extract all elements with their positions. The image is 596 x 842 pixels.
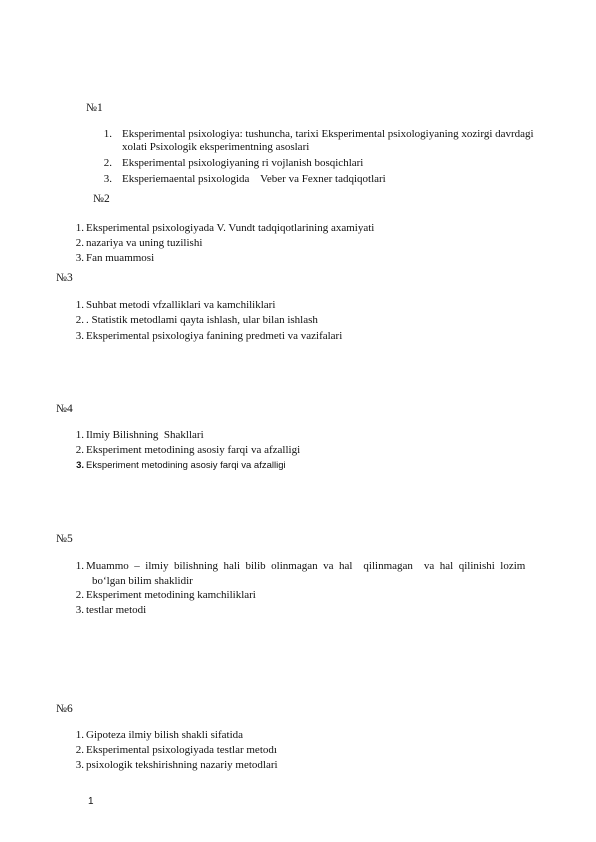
page-number: 1 — [88, 796, 94, 807]
list-text: Eksperimental psixologiya fanining predmeti va vazifalari — [86, 330, 343, 342]
list-text: Eksperiment metodining asosiy farqi va afzalligi — [86, 460, 286, 471]
list-number: 3. — [103, 173, 112, 185]
list-text: Eksperimental psixologiya: tushuncha, tarixi Eksperimental psixologiyaning xozirgi davrdagi xolati Psixologik eksperimentning asoslari — [122, 128, 534, 153]
list-number: 1. — [75, 560, 84, 572]
list-number: 1. — [75, 429, 84, 441]
section-header-4: №4 — [56, 403, 73, 415]
list-number: 1. — [75, 729, 84, 741]
list-number: 3. — [75, 759, 84, 771]
section-header-3: №3 — [56, 272, 73, 284]
list-number: 2. — [75, 444, 84, 456]
list-text: bo‘lgan bilim shaklidir — [92, 575, 193, 587]
list-text: Eksperiemaental psixologida Veber va Fexner tadqiqotlari — [122, 173, 386, 185]
list-number: 1. — [75, 222, 84, 234]
list-number: 3. — [75, 252, 84, 264]
list-text: Eksperimental psixologiyaning ri vojlanish bosqichlari — [122, 157, 364, 169]
list-number: 3. — [75, 604, 84, 616]
list-text: testlar metodi — [86, 604, 147, 616]
list-text: Eksperimental psixologiyada V. Vundt tadqiqotlarining axamiyati — [86, 222, 375, 234]
section-header-5: №5 — [56, 533, 73, 545]
list-number: 1. — [103, 128, 112, 140]
list-text: Fan muammosi — [86, 252, 155, 264]
list-text: Muammo – ilmiy bilishning hali bilib olinmagan va hal qilinmagan va hal qilinishi lozim — [86, 560, 526, 572]
list-number: 1. — [75, 299, 84, 311]
section-header-2: №2 — [93, 193, 110, 205]
list-number: 2. — [103, 157, 112, 169]
list-number: 2. — [75, 237, 84, 249]
list-number: 2. — [75, 744, 84, 756]
list-number: 3. — [76, 460, 84, 471]
list-number: 2. — [75, 314, 84, 326]
list-text: . Statistik metodlami qayta ishlash, ular bilan ishlash — [86, 314, 318, 326]
list-text: Suhbat metodi vfzalliklari va kamchiliklari — [86, 299, 276, 311]
list-text: nazariya va uning tuzilishi — [86, 237, 203, 249]
list-text: Gipoteza ilmiy bilish shakli sifatida — [86, 729, 244, 741]
list-text: Eksperimental psixologiyada testlar metodı — [86, 744, 277, 756]
section-header-1: №1 — [86, 102, 103, 114]
list-number: 3. — [75, 330, 84, 342]
list-number: 2. — [75, 589, 84, 601]
list-text: Eksperiment metodining kamchiliklari — [86, 589, 256, 601]
list-text: Ilmiy Bilishning Shakllari — [86, 429, 204, 441]
list-text: psixologik tekshirishning nazariy metodlari — [86, 759, 278, 771]
section-header-6: №6 — [56, 703, 73, 715]
list-text: Eksperiment metodining asosiy farqi va afzalligi — [86, 444, 301, 456]
